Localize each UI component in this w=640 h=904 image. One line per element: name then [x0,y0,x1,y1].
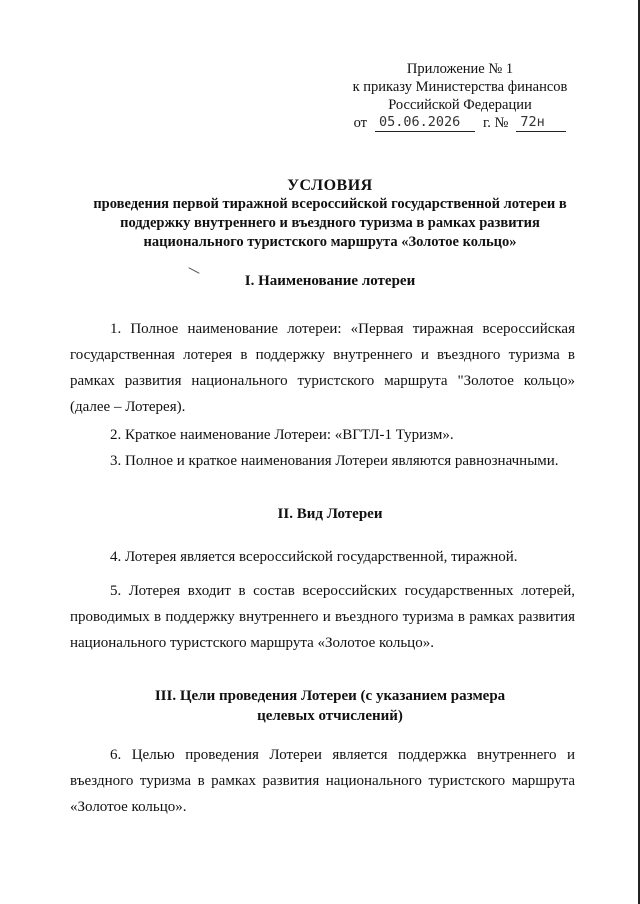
annex-order-ref: к приказу Министерства финансов [352,79,568,95]
paragraph-6: 6. Целью проведения Лотереи является поддержка внутреннего и въездного туризма в рамках развития национального туристского маршрута «Золотое кольцо». [70,747,575,815]
document-subtitle: проведения первой тиражной всероссийской государственной лотереи в поддержку внутреннего и въездного туризма в рамках развития национального туристского маршрута «Золотое кольцо» [93,196,567,250]
order-date: 05.06.2026 [375,114,475,132]
annex-country: Российской Федерации [388,97,532,113]
order-number: 72н [516,114,566,132]
annex-number: Приложение № 1 [406,61,514,77]
from-label: от [353,115,367,131]
section-heading-1: I. Наименование лотереи [244,273,416,289]
number-label: г. № [483,115,509,131]
section-heading-3: III. Цели проведения Лотереи (с указанием размера целевых отчислений) [154,688,506,724]
annex-date-line [330,114,590,132]
annex-block [330,60,590,132]
paragraph-2: 2. Краткое наименование Лотереи: «ВГТЛ-1 Туризм». [110,427,454,443]
paragraph-3: 3. Полное и краткое наименования Лотереи являются равнозначными. [110,453,559,469]
document-title: УСЛОВИЯ [287,177,373,194]
paragraph-5: 5. Лотерея входит в состав всероссийских государственных лотерей, проводимых в поддержку внутреннего и въездного туризма в рамках развития национального туристского маршрута «Золотое кольцо». [70,583,575,651]
paragraph-1: 1. Полное наименование лотереи: «Первая тиражная всероссийская государственная лотерея в поддержку внутреннего и въездного туризма в рамках развития национального туристского маршрута "Золотое кольцо» (далее – Лотерея). [70,321,575,415]
section-heading-2: II. Вид Лотереи [277,506,383,522]
paragraph-4: 4. Лотерея является всероссийской государственной, тиражной. [110,549,518,565]
